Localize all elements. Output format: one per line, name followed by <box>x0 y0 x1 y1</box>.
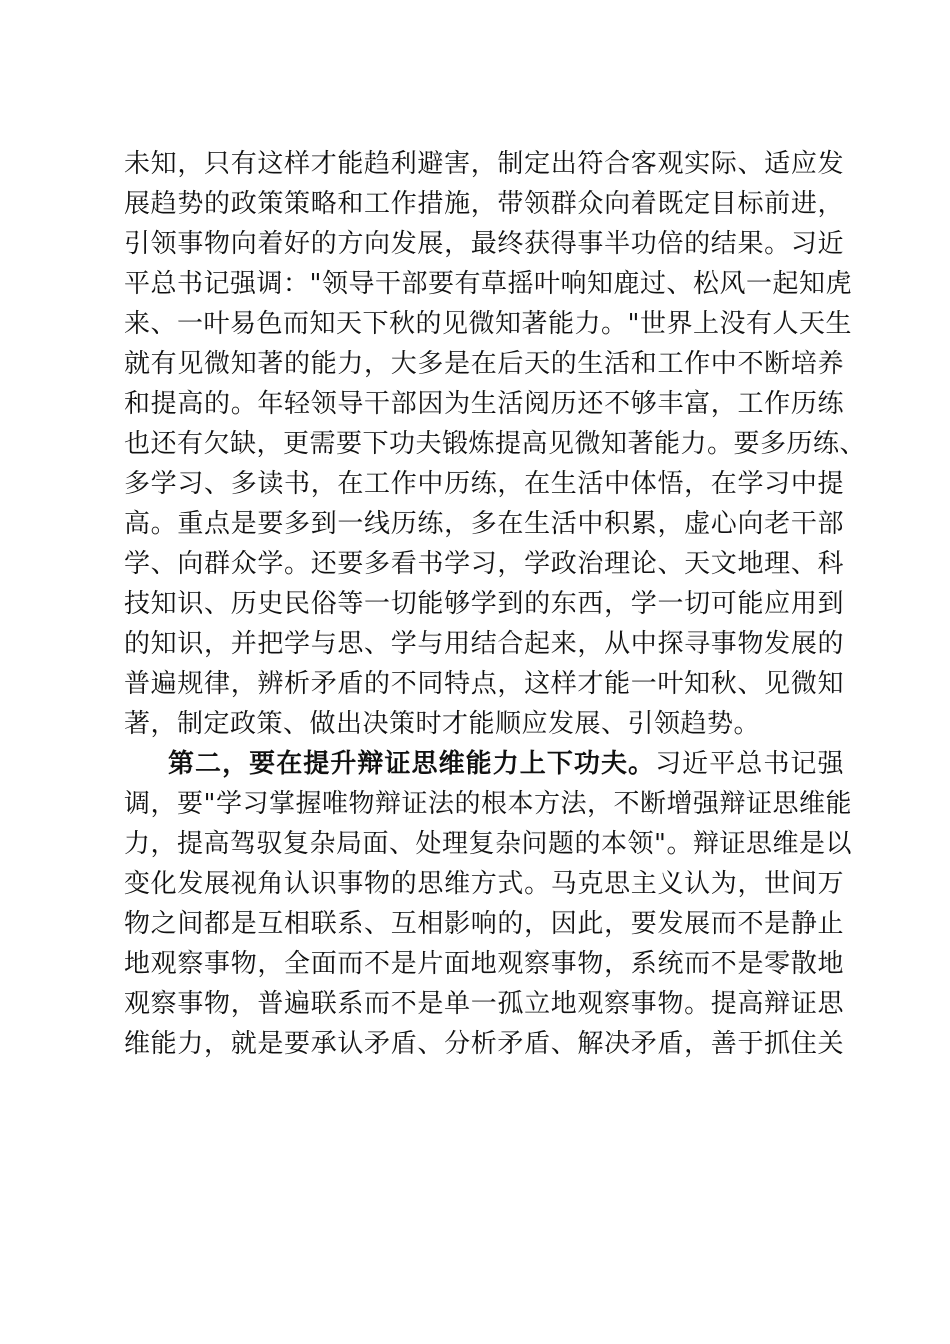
text-line: 多学习、多读书，在工作中历练，在生活中体悟，在学习中提 <box>124 469 844 499</box>
section-heading: 第二，要在提升辩证思维能力上下功夫。 <box>168 749 656 779</box>
text-line: 技知识、历史民俗等一切能够学到的东西，学一切可能应用到 <box>124 589 844 619</box>
text-line: 和提高的。年轻领导干部因为生活阅历还不够丰富，工作历练 <box>124 389 844 419</box>
text-line: 维能力，就是要承认矛盾、分析矛盾、解决矛盾，善于抓住关 <box>124 1029 844 1059</box>
text-line: 地观察事物，全面而不是片面地观察事物，系统而不是零散地 <box>124 949 844 979</box>
text-line: 物之间都是互相联系、互相影响的，因此，要发展而不是静止 <box>124 909 844 939</box>
text-line: 也还有欠缺，更需要下功夫锻炼提高见微知著能力。要多历练、 <box>124 429 867 459</box>
text-line: 来、一叶易色而知天下秋的见微知著能力。"世界上没有人天生 <box>124 309 852 339</box>
text-line: 普遍规律，辨析矛盾的不同特点，这样才能一叶知秋、见微知 <box>124 669 844 699</box>
text-line: 展趋势的政策策略和工作措施，带领群众向着既定目标前进， <box>124 189 844 219</box>
text-line: 平总书记强调："领导干部要有草摇叶响知鹿过、松风一起知虎 <box>124 269 852 299</box>
text-line: 未知，只有这样才能趋利避害，制定出符合客观实际、适应发 <box>124 149 844 179</box>
body-text <box>124 144 867 1064</box>
paragraph-1 <box>124 144 867 744</box>
text-line: 变化发展视角认识事物的思维方式。马克思主义认为，世间万 <box>124 869 844 899</box>
text-line: 观察事物，普遍联系而不是单一孤立地观察事物。提高辩证思 <box>124 989 844 1019</box>
text-line: 的知识，并把学与思、学与用结合起来，从中探寻事物发展的 <box>124 629 844 659</box>
text-line: 力，提高驾驭复杂局面、处理复杂问题的本领"。辩证思维是以 <box>124 829 852 859</box>
text-line: 就有见微知著的能力，大多是在后天的生活和工作中不断培养 <box>124 349 844 379</box>
text-line: 引领事物向着好的方向发展，最终获得事半功倍的结果。习近 <box>124 229 844 259</box>
paragraph-2-first-line <box>124 744 844 784</box>
text-line: 著，制定政策、做出决策时才能顺应发展、引领趋势。 <box>124 709 761 739</box>
text-line: 学、向群众学。还要多看书学习，学政治理论、天文地理、科 <box>124 549 844 579</box>
heading-line-rest: 习近平总书记强 <box>655 749 844 779</box>
paragraph-2 <box>124 744 852 1064</box>
text-line: 高。重点是要多到一线历练，多在生活中积累，虚心向老干部 <box>124 509 844 539</box>
text-line: 调，要"学习掌握唯物辩证法的根本方法，不断增强辩证思维能 <box>124 789 852 819</box>
